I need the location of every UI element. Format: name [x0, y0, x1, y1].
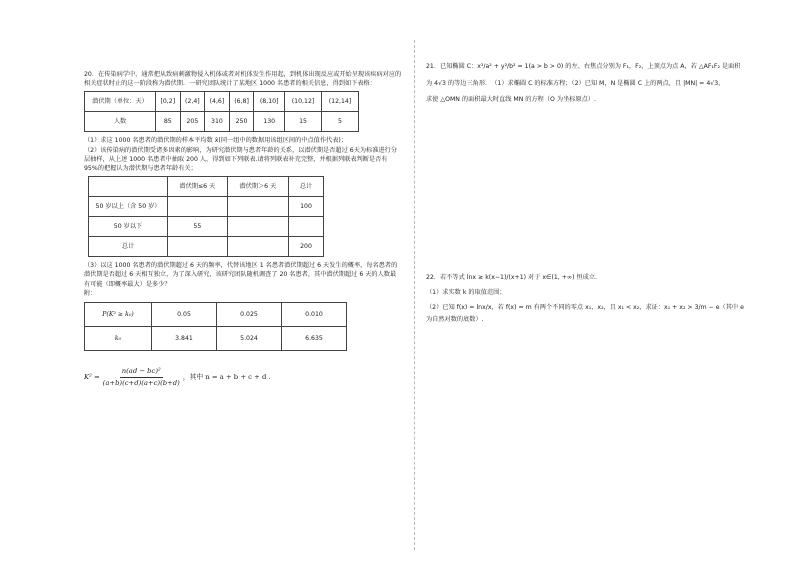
q22-line1: 22．若不等式 lnx ≥ k(x−1)/(x+1) 对于 x∈(1, +∞) 恒成立.: [426, 273, 597, 281]
interval-cell: (4,6]: [205, 92, 230, 112]
count-cell: 310: [205, 112, 230, 132]
formula-fraction: [103, 367, 180, 388]
interval-cell: (8,10]: [254, 92, 285, 112]
q21-line3: 求使 △OMN 的面积最大时直线 MN 的方程（O 为坐标原点）.: [426, 96, 596, 104]
q20-part1: （1）求这 1000 名患者的潜伏期的样本平均数 x̄(同一组中的数据用该组区间的中点值作代表)；: [84, 137, 348, 145]
q20-intro: 20．在传染病学中，通常把从致病刺激物侵入机体或者对机体发生作用起，到机体出现反应或开始呈现该疾病对应的相关症状时止的这一阶段称为潜伏期．一研究团队统计了某地区 1000 名患者的相关信息，得到如下表格：: [84, 71, 402, 88]
interval-cell: (12,14]: [322, 92, 359, 112]
table-cell: [168, 197, 228, 217]
critical-value-table: [84, 302, 347, 351]
latency-distribution-table: [84, 91, 359, 132]
table-header-cell: 潜伏期≤6 天: [168, 177, 228, 197]
table-cell: [168, 237, 228, 257]
table-row: [85, 303, 347, 327]
q22-line4: 为自然对数的底数）.: [426, 316, 484, 324]
table-cell: [227, 197, 288, 217]
column-divider: [414, 40, 415, 550]
k0-label-cell: k₀: [85, 327, 152, 351]
table-row: [85, 327, 347, 351]
formula-numerator: n(ad − bc)²: [120, 367, 163, 378]
count-cell: 130: [254, 112, 285, 132]
table-header-cell: 潜伏期（单位：天）: [85, 92, 156, 112]
table-cell: [289, 217, 324, 237]
right-column: [426, 62, 770, 324]
table-cell: [227, 237, 288, 257]
probability-label-cell: P(K² ≥ k₀): [85, 303, 152, 327]
table-cell: 3.841: [152, 327, 217, 351]
count-cell: 5: [322, 112, 359, 132]
formula-tail: ，其中 n = a + b + c + d .: [182, 373, 271, 382]
count-cell: 15: [285, 112, 322, 132]
count-cell: 250: [229, 112, 254, 132]
formula-lhs: K² =: [84, 373, 100, 382]
appendix-label: 附：: [84, 289, 97, 297]
table-row: [89, 237, 324, 257]
table-cell: 50 岁以下: [89, 217, 168, 237]
chi-square-formula: [84, 367, 402, 388]
q22-line2: （1）求实数 k 的取值范围；: [426, 288, 506, 296]
table-cell: 5.024: [217, 327, 282, 351]
interval-cell: [0,2]: [156, 92, 181, 112]
count-label-cell: 人数: [85, 112, 156, 132]
table-header-cell: 潜伏期＞6 天: [227, 177, 288, 197]
table-cell: 55: [168, 217, 228, 237]
table-cell: 0.010: [282, 303, 347, 327]
question-22: [426, 273, 770, 325]
q22-line3: （2）已知 f(x) = lnx/x，若 f(x) = m 有两个不同的零点 x₁，x₂，且 x₁ < x₂，求证：x₁ + x₂ > 3/m − e（其中 e: [426, 304, 744, 312]
question-20: [84, 70, 402, 388]
table-row: [85, 112, 359, 132]
formula-denominator: (a+b)(c+d)(a+c)(b+d): [102, 379, 180, 388]
answer-space: [426, 105, 770, 273]
table-cell: 50 岁以上（含 50 岁）: [89, 197, 168, 217]
q20-part2: （2）该传染病的潜伏期受诸多因素的影响，为研究潜伏期与患者年龄的关系，以潜伏期是否超过 6天为标准进行分层抽样，从上述 1000 名患者中抽取 200 人，得到如下列联表.请将列联表补充完整，并根据列联表判断是否有 95%的把握认为潜伏期与患者年龄有关；: [84, 146, 398, 173]
count-cell: 85: [156, 112, 181, 132]
q20-part3: （3）以这 1000 名患者的潜伏期超过 6 天的频率，代替该地区 1 名患者潜伏期超过 6 天发生的概率，每名患者的潜伏期是否超过 6 天相互独立，为了深入研究，该研究团队随机调查了 20 名患者，其中潜伏期超过 6 天的人数最有可能（即概率最大）是多少？: [84, 262, 398, 288]
question-21: [426, 62, 770, 105]
contingency-table: [88, 176, 324, 257]
table-cell: 总计: [89, 237, 168, 257]
q21-line1: 21．已知椭圆 C：x²/a² + y²/b² = 1(a > b > 0) 的左、右焦点分别为 F₁，F₂，上顶点为点 A，若 △AF₁F₂ 是面积: [426, 63, 741, 70]
table-cell: 0.025: [217, 303, 282, 327]
interval-cell: (10,12]: [285, 92, 322, 112]
table-cell: 100: [289, 197, 324, 217]
count-cell: 205: [180, 112, 205, 132]
table-header-cell: [89, 177, 168, 197]
table-row: [89, 217, 324, 237]
table-cell: [227, 217, 288, 237]
table-cell: 200: [289, 237, 324, 257]
interval-cell: (6,8]: [229, 92, 254, 112]
table-cell: 0.05: [152, 303, 217, 327]
table-row: [89, 197, 324, 217]
interval-cell: (2,4]: [180, 92, 205, 112]
table-row: [85, 92, 359, 112]
q21-line2: 为 4√3 的等边三角形． （1）求椭圆 C 的标准方程；（2）已知 M，N 是椭圆 C 上的两点，且 |MN| = 4√3，: [426, 80, 725, 88]
table-cell: 6.635: [282, 327, 347, 351]
table-row: [89, 177, 324, 197]
table-header-cell: 总计: [289, 177, 324, 197]
